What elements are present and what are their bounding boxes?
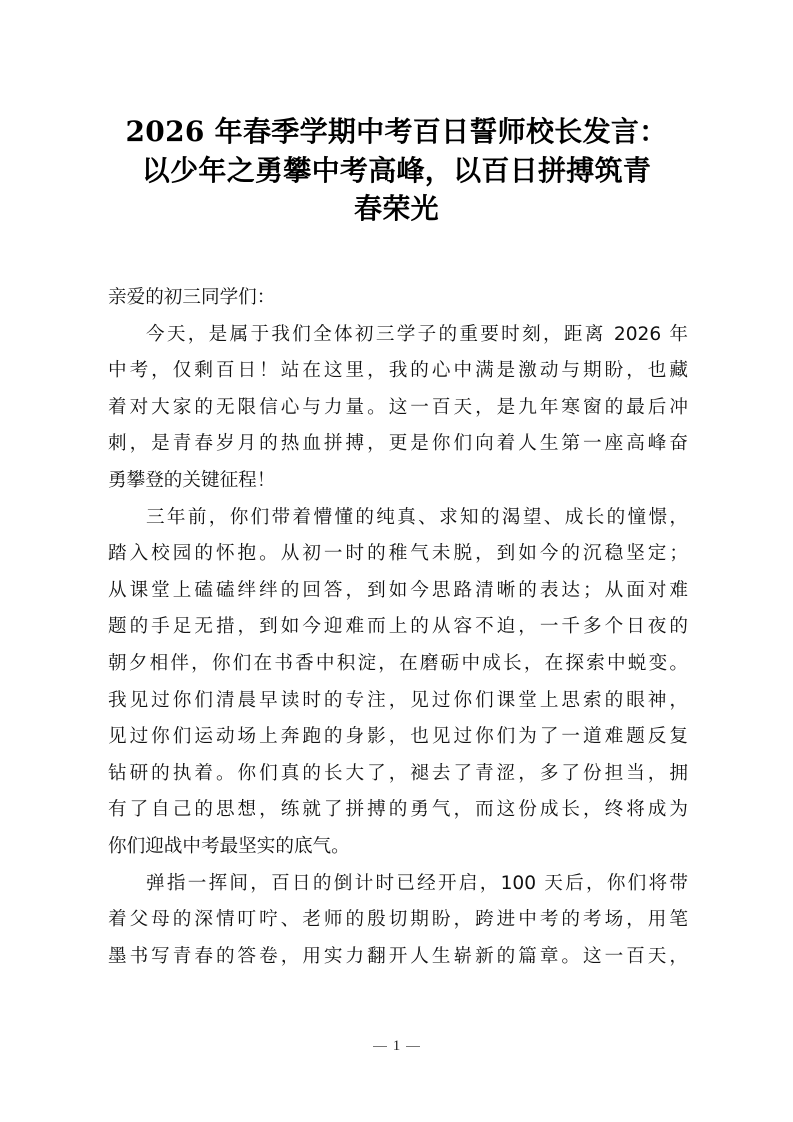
document-title — [100, 113, 693, 229]
text-line: 勇攀登的关键征程！ — [108, 469, 276, 491]
text-line: 着对大家的无限信心与力量。这一百天，是九年寒窗的最后冲 — [108, 396, 688, 418]
text-line: 你们迎战中考最坚实的底气。 — [108, 835, 350, 857]
page-number: 1 — [392, 1038, 401, 1054]
title-line: 春荣光 — [354, 192, 439, 225]
text-line: 我见过你们清晨早读时的专注，见过你们课堂上思索的眼神， — [108, 689, 688, 711]
text-line: 弹指一挥间，百日的倒计时已经开启，100 天后，你们将带 — [146, 872, 688, 894]
title-line: 以少年之勇攀中考高峰，以百日拼搏筑青 — [141, 153, 652, 187]
document-body — [108, 280, 688, 975]
paragraph-1 — [108, 317, 688, 500]
title-line: 2026 年春季学期中考百日誓师校长发言： — [125, 115, 668, 148]
dash-right — [406, 1046, 420, 1047]
paragraph-3 — [108, 866, 688, 976]
text-line: 今天，是属于我们全体初三学子的重要时刻，距离 2026 年 — [146, 323, 688, 345]
text-line: 题的手足无措，到如今迎难而上的从容不迫，一千多个日夜的 — [108, 616, 688, 638]
text-line: 踏入校园的怀抱。从初一时的稚气未脱，到如今的沉稳坚定； — [108, 543, 688, 565]
text-line: 从课堂上磕磕绊绊的回答，到如今思路清晰的表达；从面对难 — [108, 579, 688, 601]
page-footer — [0, 1038, 793, 1055]
salutation: 亲爱的初三同学们： — [108, 287, 276, 308]
paragraph-2 — [108, 500, 688, 866]
text-line: 钻研的执着。你们真的长大了，褪去了青涩，多了份担当，拥 — [108, 762, 688, 784]
text-line: 有了自己的思想，练就了拼搏的勇气，而这份成长，终将成为 — [108, 799, 688, 821]
text-line: 三年前，你们带着懵懂的纯真、求知的渴望、成长的憧憬， — [146, 506, 688, 528]
text-line: 见过你们运动场上奔跑的身影，也见过你们为了一道难题反复 — [108, 726, 688, 748]
text-line: 着父母的深情叮咛、老师的殷切期盼，跨进中考的考场，用笔 — [108, 909, 688, 931]
text-line: 朝夕相伴，你们在书香中积淀，在磨砺中成长，在探索中蜕变。 — [108, 652, 688, 674]
text-line: 刺，是青春岁月的热血拼搏，更是你们向着人生第一座高峰奋 — [108, 433, 688, 455]
text-line: 中考，仅剩百日！站在这里，我的心中满是激动与期盼，也藏 — [108, 360, 688, 382]
dash-left — [373, 1046, 387, 1047]
text-line: 墨书写青春的答卷，用实力翻开人生崭新的篇章。这一百天， — [108, 945, 688, 967]
